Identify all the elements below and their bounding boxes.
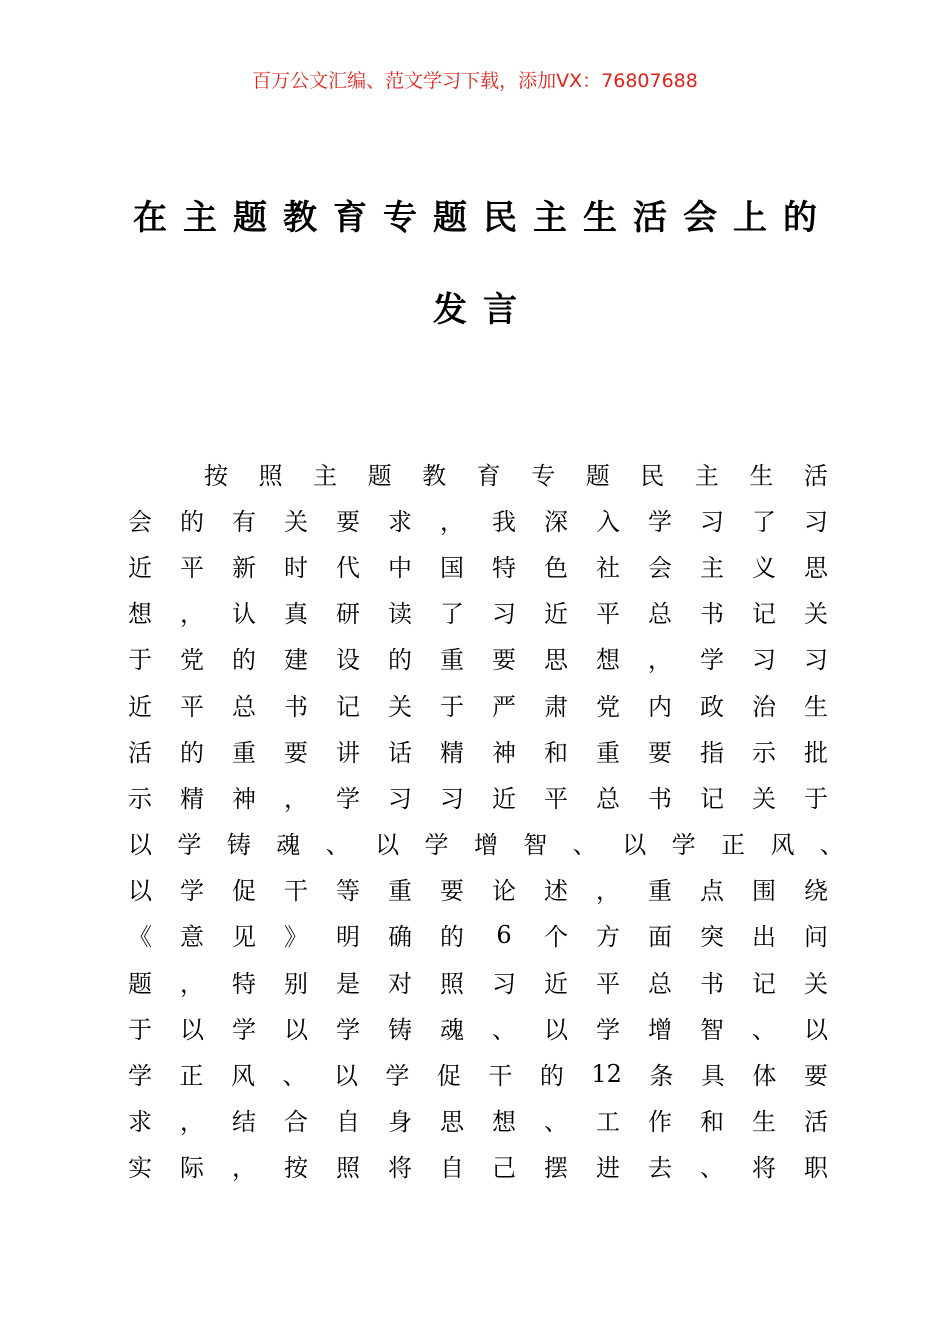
paragraph-line: [128, 727, 828, 773]
paragraph-glyph: 、: [700, 1154, 724, 1183]
paragraph-glyph: 对: [388, 969, 412, 998]
paragraph-glyph: 生: [804, 692, 828, 721]
paragraph-glyph: 深: [544, 507, 568, 536]
paragraph-glyph: 是: [336, 969, 360, 998]
paragraph-glyph: 的: [180, 507, 204, 536]
paragraph-glyph: 有: [232, 507, 256, 536]
paragraph-glyph: 促: [436, 1062, 461, 1091]
paragraph-glyph: 以: [284, 1015, 308, 1044]
paragraph-glyph: 12: [591, 1059, 622, 1088]
paragraph-glyph: 学: [700, 646, 724, 675]
paragraph-glyph: 结: [232, 1108, 256, 1137]
paragraph-glyph: 题: [585, 461, 610, 490]
paragraph-glyph: 要: [440, 877, 464, 906]
paragraph-line: [128, 1097, 828, 1143]
paragraph-glyph: 国: [440, 553, 464, 582]
watermark-header: 百万公文汇编、范文学习下载，添加VX：76807688: [252, 70, 698, 92]
paragraph-glyph: 和: [700, 1108, 724, 1137]
paragraph-glyph: 想: [492, 1108, 516, 1137]
paragraph-glyph: 自: [440, 1154, 464, 1183]
paragraph-glyph: 绕: [804, 877, 828, 906]
paragraph-glyph: 社: [596, 553, 620, 582]
paragraph-glyph: 摆: [544, 1154, 568, 1183]
paragraph-glyph: 以: [804, 1015, 828, 1044]
paragraph-glyph: 时: [284, 553, 308, 582]
paragraph-glyph: 学: [177, 831, 202, 860]
paragraph-glyph: 书: [700, 969, 724, 998]
paragraph-glyph: 去: [648, 1154, 672, 1183]
paragraph-glyph: 方: [596, 923, 620, 952]
paragraph-glyph: 习: [492, 969, 516, 998]
paragraph-glyph: 习: [752, 646, 776, 675]
paragraph-glyph: 习: [804, 507, 828, 536]
paragraph-glyph: 党: [596, 692, 620, 721]
paragraph-glyph: 面: [648, 923, 672, 952]
paragraph-line: [128, 1143, 828, 1189]
paragraph-glyph: 重: [232, 738, 256, 767]
paragraph-glyph: 话: [388, 738, 412, 767]
paragraph-glyph: 关: [284, 507, 308, 536]
paragraph-glyph: 书: [700, 600, 724, 629]
paragraph-glyph: 思: [544, 646, 568, 675]
paragraph-glyph: 于: [440, 692, 464, 721]
paragraph-glyph: 等: [336, 877, 360, 906]
paragraph-glyph: 将: [388, 1154, 412, 1183]
paragraph-glyph: ，: [232, 1154, 256, 1183]
paragraph-glyph: ，: [180, 969, 204, 998]
paragraph-glyph: 生: [752, 1108, 776, 1137]
paragraph-glyph: 学: [596, 1015, 620, 1044]
paragraph-glyph: 个: [544, 923, 568, 952]
paragraph-glyph: 指: [700, 738, 724, 767]
paragraph-glyph: 平: [180, 553, 204, 582]
paragraph-glyph: 近: [492, 784, 516, 813]
paragraph-glyph: 的: [232, 646, 256, 675]
paragraph-glyph: 主: [700, 553, 724, 582]
paragraph-glyph: 治: [752, 692, 776, 721]
paragraph-glyph: 主: [694, 461, 719, 490]
paragraph-glyph: 研: [336, 600, 360, 629]
paragraph-glyph: ，: [596, 877, 620, 906]
paragraph-line: [128, 681, 828, 727]
paragraph-glyph: 、: [492, 1015, 516, 1044]
paragraph-glyph: 干: [284, 877, 308, 906]
paragraph-glyph: 突: [700, 923, 724, 952]
paragraph-glyph: 要: [492, 646, 516, 675]
paragraph-glyph: 色: [544, 553, 568, 582]
paragraph-glyph: 活: [128, 738, 152, 767]
paragraph-glyph: 于: [128, 646, 152, 675]
paragraph-glyph: 关: [804, 600, 828, 629]
paragraph-glyph: 的: [180, 738, 204, 767]
paragraph-glyph: 智: [523, 831, 548, 860]
paragraph-glyph: 会: [128, 507, 152, 536]
paragraph-glyph: 真: [284, 600, 308, 629]
paragraph-glyph: 习: [440, 784, 464, 813]
paragraph-glyph: 近: [128, 692, 152, 721]
paragraph-line: [128, 496, 828, 542]
paragraph-glyph: 教: [422, 461, 447, 490]
paragraph-glyph: 以: [544, 1015, 568, 1044]
document-title-line-2: 发言: [433, 290, 533, 330]
paragraph-glyph: 铸: [388, 1015, 412, 1044]
paragraph-glyph: 述: [544, 877, 568, 906]
paragraph-glyph: 代: [336, 553, 360, 582]
paragraph-glyph: 风: [770, 831, 795, 860]
paragraph-glyph: 活: [803, 461, 828, 490]
paragraph-line: [128, 958, 828, 1004]
paragraph-glyph: 示: [128, 784, 152, 813]
paragraph-glyph: 重: [648, 877, 672, 906]
paragraph-glyph: 神: [232, 784, 256, 813]
paragraph-glyph: 魂: [276, 831, 301, 860]
paragraph-glyph: 》: [284, 923, 308, 952]
paragraph-glyph: 近: [544, 969, 568, 998]
paragraph-glyph: 新: [232, 553, 256, 582]
paragraph-glyph: 增: [473, 831, 498, 860]
paragraph-glyph: 主: [313, 461, 338, 490]
paragraph-glyph: 围: [752, 877, 776, 906]
paragraph-glyph: 活: [804, 1108, 828, 1137]
paragraph-glyph: 思: [440, 1108, 464, 1137]
paragraph-glyph: 了: [440, 600, 464, 629]
paragraph-glyph: 的: [440, 923, 464, 952]
paragraph-glyph: 记: [336, 692, 360, 721]
paragraph-glyph: 确: [388, 923, 412, 952]
paragraph-glyph: 、: [544, 1108, 568, 1137]
paragraph-glyph: 照: [336, 1154, 360, 1183]
paragraph-glyph: 重: [388, 877, 412, 906]
paragraph-glyph: 总: [648, 969, 672, 998]
paragraph-glyph: 想: [596, 646, 620, 675]
paragraph-glyph: 特: [492, 553, 516, 582]
paragraph-glyph: 义: [752, 553, 776, 582]
paragraph-glyph: 关: [804, 969, 828, 998]
paragraph-glyph: 学: [336, 1015, 360, 1044]
paragraph-glyph: 智: [700, 1015, 724, 1044]
paragraph-glyph: 记: [752, 600, 776, 629]
paragraph-glyph: 见: [232, 923, 256, 952]
paragraph-glyph: 记: [700, 784, 724, 813]
paragraph-glyph: 作: [648, 1108, 672, 1137]
paragraph-glyph: 示: [752, 738, 776, 767]
paragraph-glyph: 政: [700, 692, 724, 721]
paragraph-glyph: 、: [325, 831, 350, 860]
paragraph-glyph: 要: [284, 738, 308, 767]
paragraph-glyph: 精: [180, 784, 204, 813]
paragraph-glyph: 自: [336, 1108, 360, 1137]
paragraph-glyph: 建: [284, 646, 308, 675]
paragraph-glyph: 干: [488, 1062, 513, 1091]
paragraph-glyph: 别: [284, 969, 308, 998]
paragraph-glyph: 要: [336, 507, 360, 536]
paragraph-glyph: 学: [648, 507, 672, 536]
paragraph-glyph: 以: [128, 877, 152, 906]
paragraph-glyph: 风: [230, 1062, 255, 1091]
paragraph-glyph: 会: [648, 553, 672, 582]
paragraph-line: [128, 542, 828, 588]
paragraph-glyph: 入: [596, 507, 620, 536]
paragraph-glyph: 育: [476, 461, 501, 490]
paragraph-glyph: 思: [804, 553, 828, 582]
paragraph-glyph: ，: [180, 600, 204, 629]
paragraph-glyph: 论: [492, 877, 516, 906]
paragraph-glyph: 认: [232, 600, 256, 629]
paragraph-glyph: 我: [492, 507, 516, 536]
paragraph-glyph: 平: [544, 784, 568, 813]
paragraph-glyph: 正: [179, 1062, 204, 1091]
paragraph-glyph: 习: [700, 507, 724, 536]
paragraph-glyph: 、: [752, 1015, 776, 1044]
paragraph-glyph: 6: [496, 920, 512, 949]
paragraph-glyph: 出: [752, 923, 776, 952]
paragraph-glyph: 读: [388, 600, 412, 629]
paragraph-glyph: 身: [388, 1108, 412, 1137]
paragraph-glyph: 学: [336, 784, 360, 813]
paragraph-glyph: 神: [492, 738, 516, 767]
paragraph-glyph: 工: [596, 1108, 620, 1137]
paragraph-glyph: 想: [128, 600, 152, 629]
paragraph-glyph: 体: [752, 1062, 777, 1091]
paragraph-glyph: 己: [492, 1154, 516, 1183]
paragraph-glyph: 照: [258, 461, 283, 490]
paragraph-glyph: ，: [648, 646, 672, 675]
paragraph-glyph: 具: [700, 1062, 725, 1091]
paragraph-glyph: 平: [596, 969, 620, 998]
paragraph-glyph: 正: [721, 831, 746, 860]
paragraph-glyph: 按: [204, 461, 228, 490]
paragraph-glyph: 重: [440, 646, 464, 675]
paragraph-glyph: 近: [544, 600, 568, 629]
paragraph-glyph: 魂: [440, 1015, 464, 1044]
paragraph-glyph: 书: [284, 692, 308, 721]
paragraph-glyph: 以: [622, 831, 647, 860]
paragraph-glyph: 习: [388, 784, 412, 813]
paragraph-glyph: 党: [180, 646, 204, 675]
paragraph-glyph: 重: [596, 738, 620, 767]
paragraph-glyph: 习: [492, 600, 516, 629]
paragraph-glyph: 中: [388, 553, 412, 582]
body-paragraph: [128, 450, 844, 1189]
paragraph-glyph: ，: [440, 507, 464, 536]
paragraph-glyph: 关: [388, 692, 412, 721]
paragraph-glyph: 的: [539, 1062, 564, 1091]
paragraph-glyph: 合: [284, 1108, 308, 1137]
paragraph-glyph: 学: [128, 1062, 152, 1091]
paragraph-glyph: 于: [804, 784, 828, 813]
paragraph-glyph: 的: [388, 646, 412, 675]
paragraph-glyph: 平: [180, 692, 204, 721]
paragraph-glyph: 总: [648, 600, 672, 629]
paragraph-glyph: 、: [282, 1062, 307, 1091]
paragraph-glyph: 批: [804, 738, 828, 767]
paragraph-glyph: 、: [819, 831, 844, 860]
paragraph-glyph: 要: [803, 1062, 828, 1091]
paragraph-glyph: 题: [128, 969, 152, 998]
paragraph-glyph: 实: [128, 1154, 152, 1183]
paragraph-glyph: 要: [648, 738, 672, 767]
paragraph-glyph: ，: [284, 784, 308, 813]
paragraph-line: [128, 1004, 828, 1050]
paragraph-glyph: 学: [424, 831, 449, 860]
paragraph-glyph: 民: [640, 461, 665, 490]
paragraph-glyph: 肃: [544, 692, 568, 721]
paragraph-glyph: 了: [752, 507, 776, 536]
paragraph-glyph: 求: [388, 507, 412, 536]
paragraph-glyph: 职: [804, 1154, 828, 1183]
document-title-line-1: 在主题教育专题民主生活会上的: [133, 198, 833, 238]
paragraph-glyph: 书: [648, 784, 672, 813]
paragraph-glyph: 学: [385, 1062, 410, 1091]
paragraph-glyph: 问: [804, 923, 828, 952]
paragraph-glyph: 学: [671, 831, 696, 860]
paragraph-glyph: 设: [336, 646, 360, 675]
paragraph-glyph: 特: [232, 969, 256, 998]
paragraph-glyph: 意: [180, 923, 204, 952]
paragraph-line: [128, 589, 828, 635]
paragraph-glyph: 严: [492, 692, 516, 721]
paragraph-glyph: 照: [440, 969, 464, 998]
paragraph-glyph: 将: [752, 1154, 776, 1183]
paragraph-glyph: 进: [596, 1154, 620, 1183]
paragraph-glyph: 条: [649, 1062, 674, 1091]
paragraph-glyph: 专: [531, 461, 556, 490]
paragraph-glyph: 际: [180, 1154, 204, 1183]
paragraph-glyph: 关: [752, 784, 776, 813]
paragraph-glyph: 促: [232, 877, 256, 906]
paragraph-glyph: 和: [544, 738, 568, 767]
paragraph-line: [128, 866, 828, 912]
paragraph-glyph: 点: [700, 877, 724, 906]
paragraph-glyph: 学: [180, 877, 204, 906]
paragraph-line: [128, 1050, 828, 1096]
paragraph-glyph: 平: [596, 600, 620, 629]
paragraph-glyph: 、: [572, 831, 597, 860]
paragraph-glyph: 近: [128, 553, 152, 582]
paragraph-glyph: 以: [128, 831, 152, 860]
paragraph-glyph: 记: [752, 969, 776, 998]
paragraph-line: [128, 773, 828, 819]
paragraph-line: [128, 820, 844, 866]
paragraph-glyph: 生: [749, 461, 774, 490]
paragraph-glyph: 以: [333, 1062, 358, 1091]
paragraph-glyph: 精: [440, 738, 464, 767]
paragraph-glyph: ，: [180, 1108, 204, 1137]
paragraph-glyph: 《: [128, 923, 152, 952]
paragraph-line: [128, 912, 828, 958]
paragraph-glyph: 学: [232, 1015, 256, 1044]
paragraph-glyph: 于: [128, 1015, 152, 1044]
paragraph-glyph: 习: [804, 646, 828, 675]
paragraph-glyph: 讲: [336, 738, 360, 767]
paragraph-glyph: 内: [648, 692, 672, 721]
paragraph-glyph: 明: [336, 923, 360, 952]
paragraph-glyph: 题: [367, 461, 392, 490]
paragraph-line: [128, 635, 828, 681]
paragraph-glyph: 总: [232, 692, 256, 721]
paragraph-glyph: 铸: [226, 831, 251, 860]
paragraph-glyph: 以: [375, 831, 400, 860]
paragraph-line: [128, 450, 828, 496]
paragraph-glyph: 总: [596, 784, 620, 813]
paragraph-glyph: 增: [648, 1015, 672, 1044]
paragraph-glyph: 按: [284, 1154, 308, 1183]
paragraph-glyph: 求: [128, 1108, 152, 1137]
paragraph-glyph: 以: [180, 1015, 204, 1044]
